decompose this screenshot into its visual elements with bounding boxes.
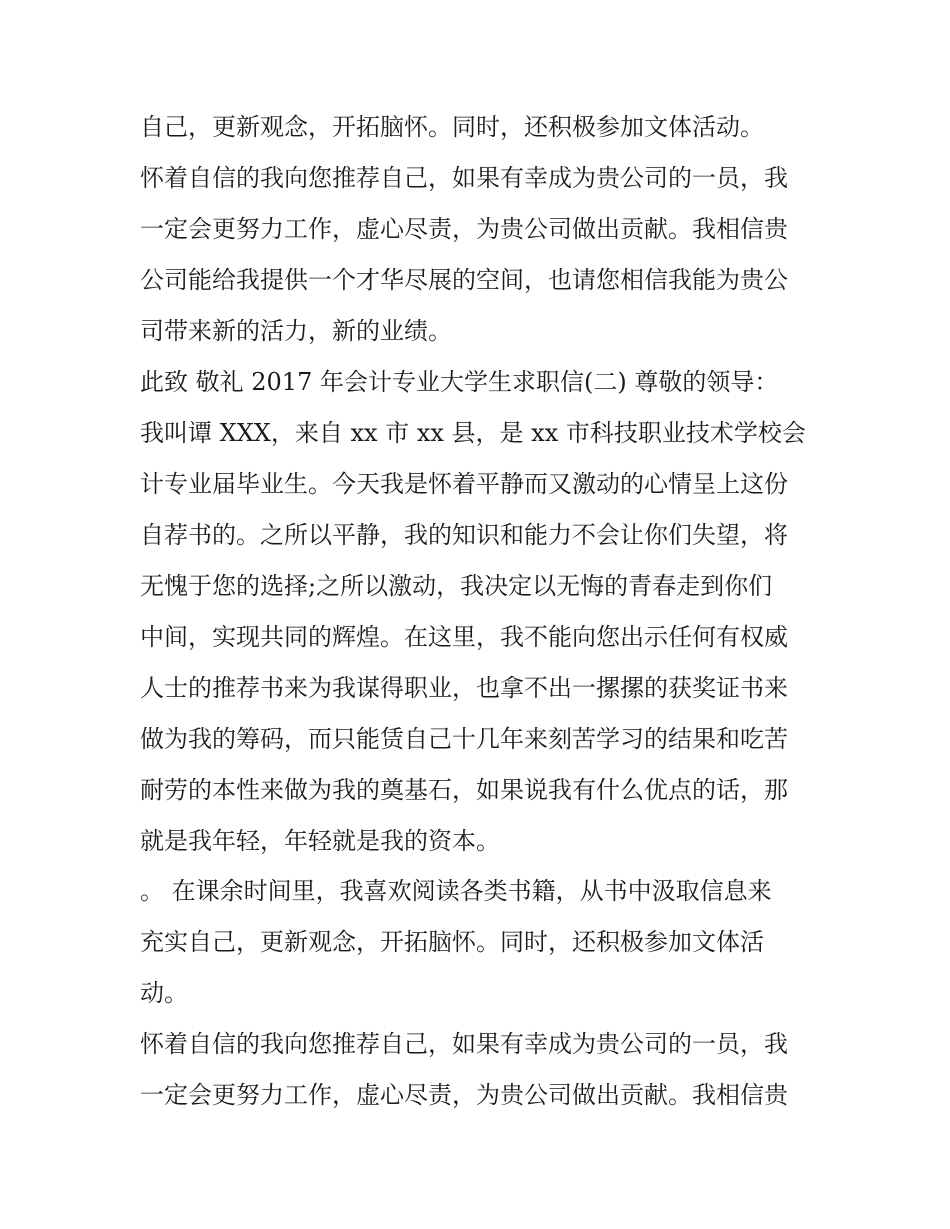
text-line: 做为我的筹码，而只能赁自己十几年来刻苦学习的结果和吃苦 [140, 725, 788, 753]
text-line: 司带来新的活力，新的业绩。 [140, 317, 452, 345]
text-line: 此致 敬礼 2017 年会计专业大学生求职信(二) 尊敬的领导： [140, 368, 779, 396]
text-line: 动。 [140, 979, 188, 1007]
text-line: 耐劳的本性来做为我的奠基石，如果说我有什么优点的话，那 [140, 776, 788, 804]
text-line: 人士的推荐书来为我谋得职业，也拿不出一摞摞的获奖证书来 [140, 674, 788, 702]
text-line: 计专业届毕业生。今天我是怀着平静而又激动的心情呈上这份 [140, 470, 788, 498]
text-line: 自荐书的。之所以平静，我的知识和能力不会让你们失望，将 [140, 521, 788, 549]
text-line: 怀着自信的我向您推荐自己，如果有幸成为贵公司的一员，我 [140, 1030, 788, 1058]
text-line: 自己，更新观念，开拓脑怀。同时，还积极参加文体活动。 [140, 113, 764, 141]
text-line: 充实自己，更新观念，开拓脑怀。同时，还积极参加文体活 [140, 928, 764, 956]
text-line: 一定会更努力工作，虚心尽责，为贵公司做出贡献。我相信贵 [140, 215, 788, 243]
text-line: 无愧于您的选择;之所以激动，我决定以无悔的青春走到你们 [140, 572, 773, 600]
text-line: 公司能给我提供一个才华尽展的空间，也请您相信我能为贵公 [140, 266, 788, 294]
text-line: 。 在课余时间里，我喜欢阅读各类书籍，从书中汲取信息来 [140, 877, 772, 905]
text-line: 就是我年轻，年轻就是我的资本。 [140, 827, 500, 855]
text-line: 我叫谭 XXX，来自 xx 市 xx 县，是 xx 市科技职业技术学校会 [140, 419, 806, 447]
text-line: 怀着自信的我向您推荐自己，如果有幸成为贵公司的一员，我 [140, 164, 788, 192]
text-line: 中间，实现共同的辉煌。在这里，我不能向您出示任何有权威 [140, 623, 788, 651]
text-line: 一定会更努力工作，虚心尽责，为贵公司做出贡献。我相信贵 [140, 1081, 788, 1109]
